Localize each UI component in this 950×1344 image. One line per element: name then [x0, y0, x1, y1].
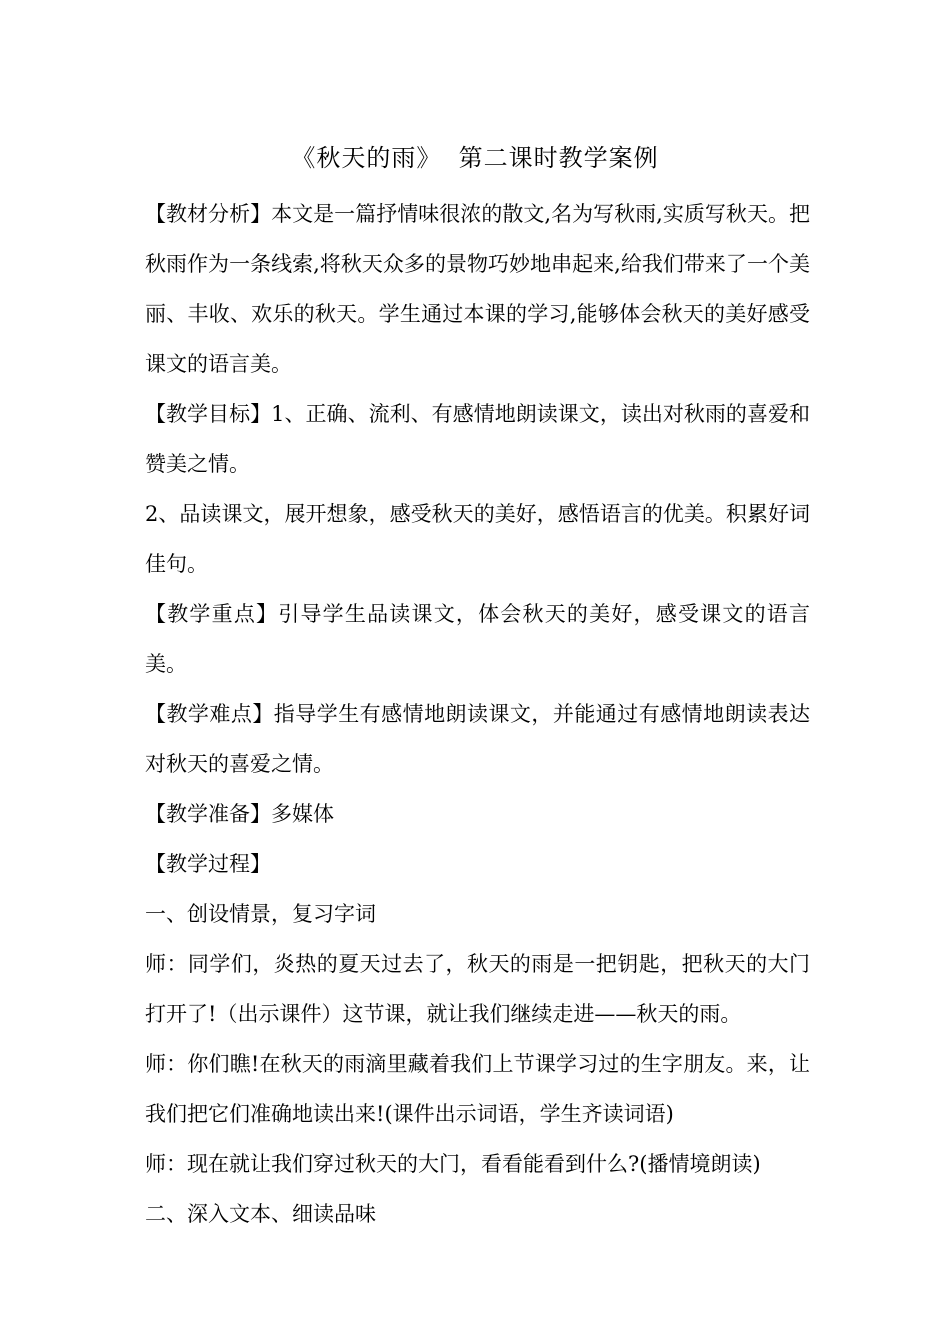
paragraph-teaching-difficulty: 【教学难点】指导学生有感情地朗读课文，并能通过有感情地朗读表达对秋天的喜爱之情。 — [145, 702, 810, 776]
section-heading-1: 一、创设情景，复习字词 — [145, 902, 376, 926]
paragraph-teaching-focus: 【教学重点】引导学生品读课文，体会秋天的美好，感受课文的语言美。 — [145, 602, 810, 676]
paragraph-teacher-2: 师：你们瞧!在秋天的雨滴里藏着我们上节课学习过的生字朋友。来，让我们把它们准确地读出来!(课件出示词语，学生齐读词语) — [145, 1052, 810, 1126]
paragraph-teaching-process: 【教学过程】 — [145, 852, 271, 876]
paragraph-teacher-1: 师：同学们，炎热的夏天过去了，秋天的雨是一把钥匙，把秋天的大门打开了!（出示课件）这节课，就让我们继续走进——秋天的雨。 — [145, 952, 810, 1026]
paragraph-teaching-goal-2: 2、品读课文，展开想象，感受秋天的美好，感悟语言的优美。积累好词佳句。 — [145, 502, 810, 576]
document-body — [145, 189, 810, 1239]
paragraph-teaching-goal-1: 【教学目标】1、正确、流利、有感情地朗读课文，读出对秋雨的喜爱和赞美之情。 — [145, 402, 810, 476]
document-title: 《秋天的雨》 第二课时教学案例 — [291, 144, 659, 172]
paragraph-teacher-3: 师：现在就让我们穿过秋天的大门，看看能看到什么?(播情境朗读) — [145, 1152, 761, 1176]
paragraph-teaching-preparation: 【教学准备】多媒体 — [145, 802, 334, 826]
paragraph-material-analysis: 【教材分析】本文是一篇抒情味很浓的散文,名为写秋雨,实质写秋天。把秋雨作为一条线索,将秋天众多的景物巧妙地串起来,给我们带来了一个美丽、丰收、欢乐的秋天。学生通过本课的学习,能够体会秋天的美好感受课文的语言美。 — [145, 202, 810, 376]
section-heading-2: 二、深入文本、细读品味 — [145, 1202, 376, 1226]
